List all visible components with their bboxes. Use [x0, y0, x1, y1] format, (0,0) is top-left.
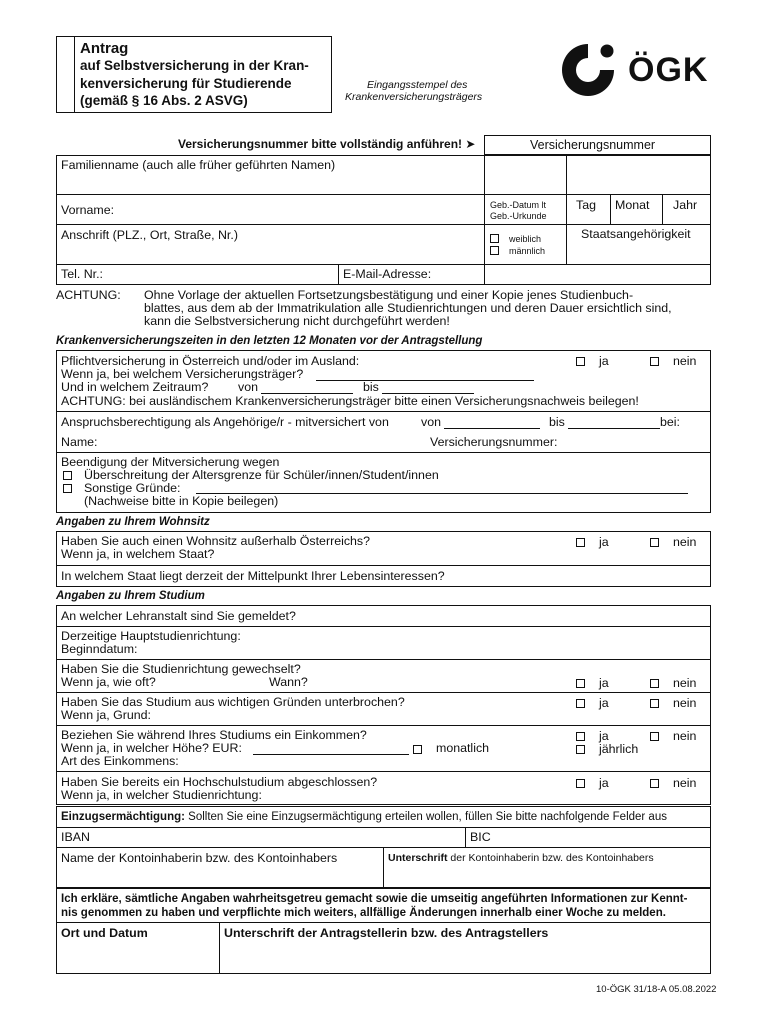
- studium-heading: Angaben zu Ihrem Studium: [56, 590, 205, 602]
- kontoinhaber-field[interactable]: Name der Kontoinhaberin bzw. des Kontoinhabers: [61, 851, 338, 865]
- studium-q6-line1: Haben Sie bereits ein Hochschulstudium abgeschlossen?: [61, 775, 378, 789]
- kv-q2-text: Anspruchsberechtigung als Angehörige/r - mitversichert von: [61, 415, 389, 429]
- altersgrenze-checkbox[interactable]: [63, 471, 72, 480]
- tag-field[interactable]: Tag: [576, 198, 596, 212]
- anschrift-field[interactable]: Anschrift (PLZ., Ort, Straße, Nr.): [61, 228, 238, 242]
- nein-label: nein: [673, 354, 697, 368]
- achtung-line-2: blattes, aus dem ab der Immatrikulation alle Studienrichtungen und deren Dauer ersichtlich sind,: [144, 301, 672, 315]
- kv-q3-line2: Überschreitung der Altersgrenze für Schüler/innen/Student/innen: [84, 468, 439, 482]
- einzug-label-rest: Sollten Sie eine Einzugsermächtigung erteilen wollen, füllen Sie bitte nachfolgende Felder aus: [184, 811, 667, 823]
- unterschrift-divider: [383, 847, 384, 888]
- kv-vnr-field[interactable]: Versicherungsnummer:: [430, 435, 558, 449]
- svnr-divider-2: [566, 155, 567, 194]
- form-subtitle-1: auf Selbstversicherung in der Kran-: [80, 58, 309, 73]
- jaehrlich-label: jährlich: [599, 742, 639, 756]
- kv-q3-line3: Sonstige Gründe:: [84, 481, 181, 495]
- title-box-divider: [74, 36, 75, 113]
- row-divider: [56, 194, 711, 195]
- svnr-divider: [484, 155, 485, 194]
- ja-label: ja: [599, 696, 609, 710]
- wohnsitz-q1-line1: Haben Sie auch einen Wohnsitz außerhalb Österreichs?: [61, 534, 371, 548]
- tel-divider: [338, 264, 339, 284]
- row-divider: [56, 626, 711, 627]
- bic-divider: [465, 827, 466, 847]
- angehoerig-von-input[interactable]: [444, 428, 540, 429]
- staat-divider: [566, 224, 567, 264]
- studium-q4-line1: Haben Sie das Studium aus wichtigen Gründen unterbrochen?: [61, 695, 405, 709]
- einzug-label: [61, 811, 667, 824]
- ja-label: ja: [599, 535, 609, 549]
- svnr-hint: Versicherungsnummer bitte vollständig anführen! ➤: [178, 137, 476, 151]
- studium-q5-line1: Beziehen Sie während Ihres Studiums ein Einkommen?: [61, 728, 367, 742]
- kv-q1-line1: Pflichtversicherung in Österreich und/oder im Ausland:: [61, 354, 360, 368]
- nein-label: nein: [673, 676, 697, 690]
- sonstige-gruende-checkbox[interactable]: [63, 484, 72, 493]
- form-title: Antrag: [80, 40, 129, 57]
- wohnsitz-nein-checkbox[interactable]: [650, 538, 659, 547]
- jahr-field[interactable]: Jahr: [673, 198, 698, 212]
- ja-label: ja: [599, 729, 609, 743]
- ja-label: ja: [599, 676, 609, 690]
- row-divider: [56, 725, 711, 726]
- row-divider: [56, 565, 711, 566]
- studium-q4-line2: Wenn ja, Grund:: [61, 708, 151, 722]
- unterbrochen-nein-checkbox[interactable]: [650, 699, 659, 708]
- nein-label: nein: [673, 776, 697, 790]
- ort-datum-field[interactable]: Ort und Datum: [61, 926, 148, 940]
- unterbrochen-ja-checkbox[interactable]: [576, 699, 585, 708]
- kv-q3-line1: Beendigung der Mitversicherung wegen: [61, 455, 280, 469]
- einkommen-nein-checkbox[interactable]: [650, 732, 659, 741]
- tel-field[interactable]: Tel. Nr.:: [61, 267, 103, 281]
- nein-label: nein: [673, 729, 697, 743]
- bic-field[interactable]: BIC: [470, 830, 491, 844]
- studium-q6-line2: Wenn ja, in welcher Studienrichtung:: [61, 788, 262, 802]
- achtung-line-3: kann die Selbstversicherung nicht durchgeführt werden!: [144, 314, 450, 328]
- studium-q3-line2: Wenn ja, wie oft?: [61, 675, 156, 689]
- pflicht-ja-checkbox[interactable]: [576, 357, 585, 366]
- einzug-label-bold: Einzugsermächtigung:: [61, 811, 185, 823]
- wechsel-nein-checkbox[interactable]: [650, 679, 659, 688]
- monat-field[interactable]: Monat: [615, 198, 650, 212]
- antragsteller-unterschrift-field[interactable]: Unterschrift der Antragstellerin bzw. des Antragstellers: [224, 926, 549, 940]
- kv-q2-bis: bis: [549, 415, 565, 429]
- kv-q3-line4: (Nachweise bitte in Kopie beilegen): [84, 494, 279, 508]
- studium-q3-line1: Haben Sie die Studienrichtung gewechselt?: [61, 662, 301, 676]
- oegk-logo: [556, 38, 736, 102]
- personal-table: [56, 155, 711, 285]
- jahr-divider: [662, 194, 663, 224]
- row-divider: [56, 659, 711, 660]
- kv-von-label: von: [238, 380, 258, 394]
- angehoerig-bis-input[interactable]: [568, 428, 660, 429]
- email-field[interactable]: E-Mail-Adresse:: [343, 267, 432, 281]
- studium-q3-wann: Wann?: [269, 675, 308, 689]
- studium-q1[interactable]: An welcher Lehranstalt sind Sie gemeldet?: [61, 609, 296, 623]
- abschluss-nein-checkbox[interactable]: [650, 779, 659, 788]
- geb-divider: [484, 194, 485, 284]
- nein-label: nein: [673, 535, 697, 549]
- studium-q2-line1[interactable]: Derzeitige Hauptstudienrichtung:: [61, 629, 241, 643]
- stamp-label-2: Krankenversicherungsträgers: [345, 91, 483, 103]
- kv-q1-line3: Und in welchem Zeitraum?: [61, 380, 209, 394]
- studium-q5-line2: Wenn ja, in welcher Höhe? EUR:: [61, 741, 242, 755]
- wohnsitz-ja-checkbox[interactable]: [576, 538, 585, 547]
- einkommen-eur-input[interactable]: [253, 754, 409, 755]
- form-subtitle-2: kenversicherung für Studierende: [80, 76, 292, 91]
- unterschrift-bold: Unterschrift: [388, 852, 448, 864]
- wohnsitz-q2[interactable]: In welchem Staat liegt derzeit der Mittelpunkt Ihrer Lebensinteressen?: [61, 569, 445, 583]
- wohnsitz-heading: Angaben zu Ihrem Wohnsitz: [56, 516, 210, 528]
- achtung-label: ACHTUNG:: [56, 288, 121, 302]
- row-divider: [56, 692, 711, 693]
- monatlich-checkbox[interactable]: [413, 745, 422, 754]
- row-divider: [56, 771, 711, 772]
- monat-divider: [610, 194, 611, 224]
- row-divider: [56, 264, 711, 265]
- ja-label: ja: [599, 776, 609, 790]
- row-divider: [56, 827, 711, 828]
- vorname-field[interactable]: Vorname:: [61, 203, 115, 217]
- jaehrlich-checkbox[interactable]: [576, 745, 585, 754]
- row-divider: [56, 411, 711, 412]
- ja-label: ja: [599, 354, 609, 368]
- weiblich-label: weiblich: [509, 234, 542, 244]
- kontoinhaber-unterschrift-field[interactable]: [388, 852, 654, 865]
- achtung-line-1: Ohne Vorlage der aktuellen Fortsetzungsbestätigung und einer Kopie jenes Studienbuch-: [144, 288, 634, 302]
- kv-q1-line4: ACHTUNG: bei ausländischem Krankenversicherungsträger bitte einen Versicherungsnachweis beilegen!: [61, 394, 639, 408]
- signature-divider: [219, 922, 220, 974]
- kv-bis-label: bis: [363, 380, 379, 394]
- geb-datum-label: Geb.-Datum lt: [490, 200, 547, 210]
- kv-q2-von: von: [421, 415, 441, 429]
- staatsangehoerigkeit-field[interactable]: Staatsangehörigkeit: [581, 227, 691, 241]
- abschluss-ja-checkbox[interactable]: [576, 779, 585, 788]
- kv-q2-bei: bei:: [660, 415, 680, 429]
- weiblich-checkbox[interactable]: [490, 234, 499, 243]
- svnr-label: Versicherungsnummer: [530, 138, 656, 152]
- wohnsitz-q1-line2: Wenn ja, in welchem Staat?: [61, 547, 215, 561]
- unterschrift-rest: der Kontoinhaberin bzw. des Kontoinhabers: [447, 852, 654, 864]
- nein-label: nein: [673, 696, 697, 710]
- studium-q2-line2[interactable]: Beginndatum:: [61, 642, 138, 656]
- wechsel-ja-checkbox[interactable]: [576, 679, 585, 688]
- iban-field[interactable]: IBAN: [61, 830, 90, 844]
- kv-heading: Krankenversicherungszeiten in den letzten 12 Monaten vor der Antragstellung: [56, 335, 483, 347]
- maennlich-checkbox[interactable]: [490, 246, 499, 255]
- tag-divider: [566, 194, 567, 224]
- stamp-label-1: Eingangsstempel des: [367, 79, 468, 91]
- kv-name-field[interactable]: Name:: [61, 435, 98, 449]
- geb-urkunde-label: Geb.-Urkunde: [490, 211, 547, 221]
- versicherungstraeger-input[interactable]: [316, 380, 534, 381]
- studium-q5-line3: Art des Einkommens:: [61, 754, 179, 768]
- row-divider: [56, 922, 711, 923]
- einkommen-ja-checkbox[interactable]: [576, 732, 585, 741]
- maennlich-label: männlich: [509, 246, 546, 256]
- row-divider: [56, 224, 711, 225]
- logo-text: ÖGK: [628, 51, 709, 89]
- oegk-logo-mark-icon: [556, 38, 620, 102]
- form-subtitle-3: (gemäß § 16 Abs. 2 ASVG): [80, 93, 248, 108]
- form-code: 10-ÖGK 31/18-A 05.08.2022: [596, 984, 717, 995]
- familienname-field[interactable]: Familienname (auch alle früher geführten Namen): [61, 158, 336, 172]
- monatlich-label: monatlich: [436, 741, 490, 755]
- erklaerung-line-1: Ich erkläre, sämtliche Angaben wahrheitsgetreu gemacht sowie die umseitig angeführten Informationen zur Kennt-: [61, 893, 688, 905]
- row-divider: [56, 452, 711, 453]
- erklaerung-line-2: nis genommen zu haben und verpflichte mich weiters, allfällige Änderungen innerhalb einer Woche zu melden.: [61, 907, 666, 919]
- pflicht-nein-checkbox[interactable]: [650, 357, 659, 366]
- kv-q1-line2: Wenn ja, bei welchem Versicherungsträger?: [61, 367, 304, 381]
